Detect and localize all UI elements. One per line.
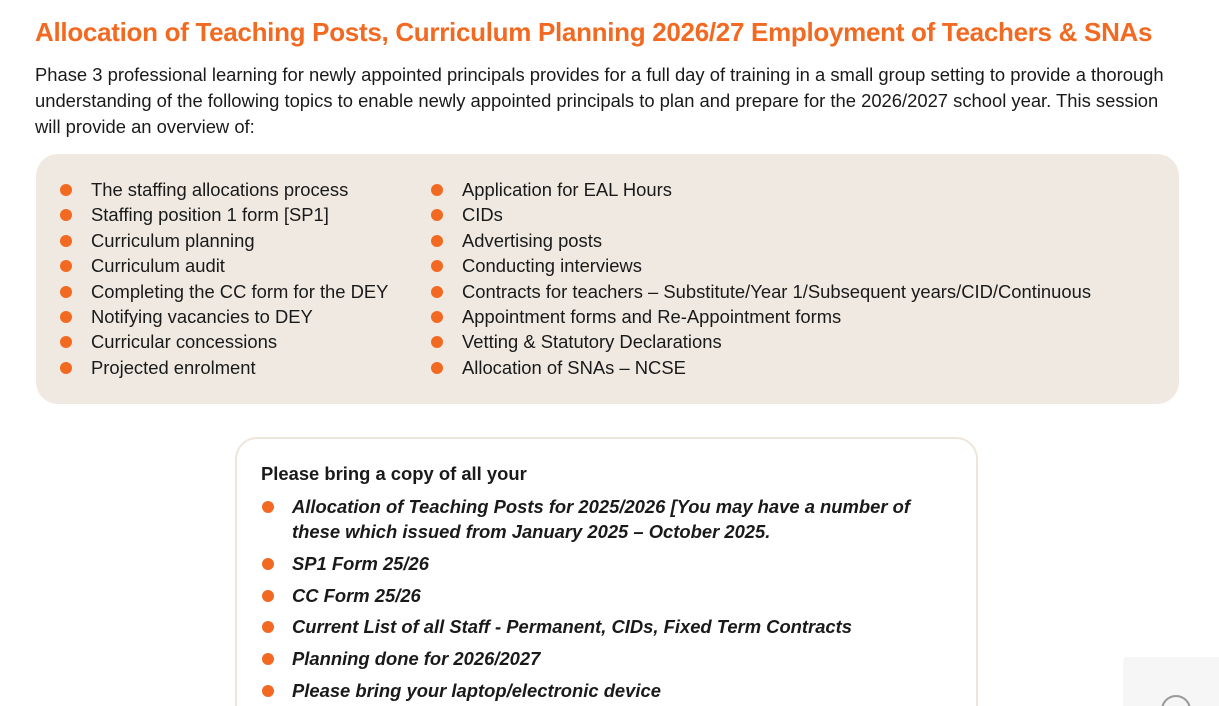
topic-item-text: Advertising posts bbox=[462, 229, 603, 251]
page-title: Allocation of Teaching Posts, Curriculum Planning 2026/27 Employment of Teachers & SNAs bbox=[35, 17, 1153, 47]
topic-item-text: Completing the CC form for the DEY bbox=[91, 280, 389, 302]
topic-item bbox=[58, 202, 388, 227]
topic-item-text: Vetting & Statutory Declarations bbox=[462, 331, 722, 353]
bullet-icon bbox=[431, 209, 443, 221]
bullet-icon bbox=[262, 685, 274, 697]
topic-item bbox=[429, 177, 1091, 202]
topic-item bbox=[429, 253, 1091, 278]
topic-item bbox=[58, 304, 388, 329]
topic-item bbox=[429, 329, 1091, 354]
topics-column-1 bbox=[58, 177, 388, 380]
bring-item-text: SP1 Form 25/26 bbox=[292, 552, 429, 574]
bullet-icon bbox=[431, 362, 443, 374]
topic-item bbox=[429, 228, 1091, 253]
topic-item-text: Application for EAL Hours bbox=[462, 179, 672, 200]
bring-item-text: Current List of all Staff - Permanent, CIDs, Fixed Term Contracts bbox=[292, 616, 852, 638]
topic-item bbox=[58, 355, 388, 380]
bullet-icon bbox=[431, 235, 443, 247]
bullet-icon bbox=[431, 260, 443, 272]
bring-item bbox=[259, 583, 939, 608]
bullet-icon bbox=[262, 653, 274, 665]
bullet-icon bbox=[60, 336, 72, 348]
bring-item bbox=[259, 646, 939, 671]
bring-item-text: CC Form 25/26 bbox=[292, 584, 421, 606]
bullet-icon bbox=[262, 590, 274, 602]
topic-item bbox=[58, 253, 388, 278]
floating-widget[interactable] bbox=[1123, 657, 1219, 706]
bullet-icon bbox=[262, 501, 274, 513]
topic-item-text: Conducting interviews bbox=[462, 255, 642, 277]
bring-item bbox=[259, 614, 939, 639]
topic-item-text: Notifying vacancies to DEY bbox=[91, 305, 313, 327]
topic-item-text: Curricular concessions bbox=[91, 331, 278, 353]
topic-item bbox=[429, 355, 1091, 380]
topic-item bbox=[58, 177, 388, 202]
topic-item bbox=[429, 279, 1091, 304]
bullet-icon bbox=[60, 286, 72, 298]
topic-item-text: Projected enrolment bbox=[91, 356, 256, 378]
bullet-icon bbox=[60, 184, 72, 196]
bring-item bbox=[259, 494, 939, 544]
bullet-icon bbox=[262, 621, 274, 633]
bullet-icon bbox=[431, 184, 443, 196]
intro-paragraph: Phase 3 professional learning for newly appointed principals provides for a full day of training in a small group setting to provide a thorough understanding of the following topics to enable newly appointed principals to plan and prepare for the 2026/2027 school year. This session will provide an overview of: bbox=[35, 64, 1164, 137]
bullet-icon bbox=[60, 311, 72, 323]
bring-item bbox=[259, 678, 939, 703]
topic-item-text: Curriculum audit bbox=[91, 255, 225, 277]
topic-item bbox=[429, 304, 1091, 329]
topic-item-text: The staffing allocations process bbox=[91, 179, 349, 200]
bring-item-text: Allocation of Teaching Posts for 2025/2026 [You may have a number of these which issued from January 2025 – October 2025. bbox=[292, 496, 910, 542]
bring-item bbox=[259, 551, 939, 576]
topic-item-text: CIDs bbox=[462, 204, 503, 226]
bullet-icon bbox=[60, 362, 72, 374]
topic-item bbox=[58, 228, 388, 253]
bullet-icon bbox=[60, 209, 72, 221]
bullet-icon bbox=[60, 260, 72, 272]
topic-item bbox=[429, 202, 1091, 227]
topic-item-text: Curriculum planning bbox=[91, 229, 255, 251]
bullet-icon bbox=[60, 235, 72, 247]
topic-item bbox=[58, 329, 388, 354]
bring-item-text: Planning done for 2026/2027 bbox=[292, 648, 541, 670]
bullet-icon bbox=[431, 336, 443, 348]
bullet-icon bbox=[431, 286, 443, 298]
topic-item-text: Staffing position 1 form [SP1] bbox=[91, 204, 329, 226]
topic-item-text: Appointment forms and Re-Appointment forms bbox=[462, 305, 842, 327]
bullet-icon bbox=[262, 558, 274, 570]
bring-item-text: Please bring your laptop/electronic device bbox=[292, 679, 661, 701]
topics-column-2 bbox=[429, 177, 1091, 380]
topic-item-text: Contracts for teachers – Substitute/Year 1/Subsequent years/CID/Continuous bbox=[462, 280, 1092, 302]
topic-item bbox=[58, 279, 388, 304]
topic-item-text: Allocation of SNAs – NCSE bbox=[462, 356, 686, 378]
bullet-icon bbox=[431, 311, 443, 323]
bring-heading: Please bring a copy of all your bbox=[261, 463, 527, 484]
bring-list bbox=[259, 494, 939, 706]
circle-icon[interactable] bbox=[1161, 695, 1191, 706]
